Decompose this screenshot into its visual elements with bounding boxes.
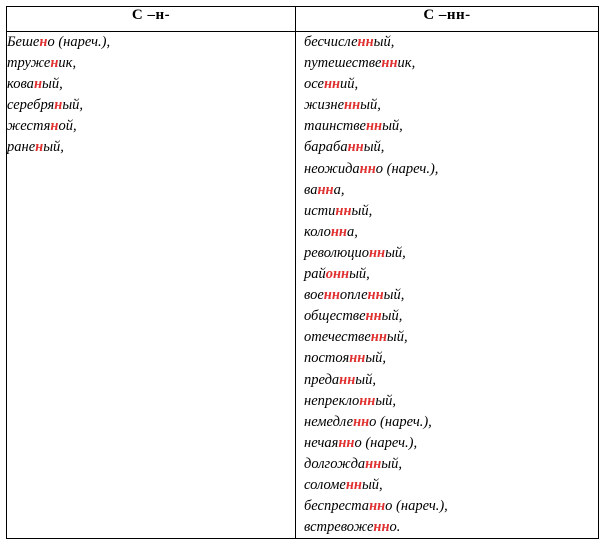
- word-text: отечестве: [304, 329, 371, 346]
- word-text: о (нареч.),: [47, 34, 111, 50]
- word-entry: [7, 74, 295, 95]
- word-entry: [296, 95, 598, 116]
- word-text: ый,: [381, 308, 403, 325]
- document-page: [0, 6, 606, 534]
- highlighted-suffix: н: [35, 139, 44, 156]
- word-text: ый,: [360, 97, 381, 114]
- highlighted-suffix: нн: [365, 308, 382, 325]
- word-text: жизне: [304, 97, 345, 114]
- highlighted-suffix: нн: [339, 371, 356, 388]
- word-text: нечая: [304, 434, 339, 451]
- word-text: ий,: [340, 76, 359, 93]
- word-text: о (нареч.),: [375, 160, 439, 177]
- word-text: ой,: [58, 118, 77, 135]
- word-text: преда: [304, 371, 340, 388]
- highlighted-suffix: нн: [368, 244, 386, 261]
- word-text: вое: [304, 287, 324, 304]
- highlighted-suffix: нн: [365, 455, 382, 472]
- word-text: бараба: [304, 139, 348, 156]
- word-text: опле: [339, 287, 368, 304]
- word-text: ва: [304, 181, 318, 198]
- word-entry: [296, 32, 598, 53]
- word-text: беспреста: [304, 498, 370, 515]
- word-text: встревоже: [304, 519, 374, 536]
- word-entry: [296, 285, 598, 306]
- word-entry: [7, 137, 295, 158]
- highlighted-suffix: н: [50, 55, 59, 72]
- word-text: неожида: [304, 160, 360, 177]
- word-entry: [296, 264, 598, 285]
- word-entry: [296, 370, 598, 391]
- word-entry: [296, 116, 598, 137]
- word-text: труже: [7, 55, 51, 72]
- word-entry: [296, 327, 598, 348]
- highlighted-suffix: нн: [330, 223, 347, 240]
- word-text: о (нареч.),: [369, 413, 432, 430]
- highlighted-suffix: онн: [325, 266, 350, 283]
- word-text: ый,: [383, 287, 405, 304]
- word-text: ик,: [58, 55, 77, 72]
- highlighted-suffix: нн: [323, 76, 341, 93]
- word-list-single-n: [7, 32, 295, 159]
- word-text: жестя: [7, 118, 51, 135]
- word-entry: [296, 496, 598, 517]
- table-head: [7, 7, 599, 32]
- highlighted-suffix: нн: [347, 139, 364, 156]
- highlighted-suffix: нн: [349, 350, 366, 367]
- word-text: ый,: [355, 371, 376, 388]
- table-header-row: [7, 7, 599, 32]
- word-entry: [7, 116, 295, 137]
- word-entry: [296, 222, 598, 243]
- word-entry: [296, 159, 598, 180]
- highlighted-suffix: нн: [317, 181, 334, 198]
- highlighted-suffix: нн: [353, 413, 370, 430]
- word-text: рай: [304, 266, 326, 283]
- word-text: долгожда: [304, 455, 366, 472]
- word-entry: [296, 433, 598, 454]
- highlighted-suffix: нн: [335, 202, 352, 219]
- word-text: ый,: [373, 34, 395, 50]
- highlighted-suffix: нн: [369, 498, 386, 515]
- cell-single-n-words: [7, 32, 296, 539]
- highlighted-suffix: нн: [381, 55, 398, 72]
- word-text: ый,: [382, 118, 403, 135]
- word-entry: [296, 201, 598, 222]
- word-text: ый,: [381, 455, 402, 472]
- word-entry: [296, 391, 598, 412]
- word-text: ый,: [363, 139, 385, 156]
- word-entry: [7, 53, 295, 74]
- word-text: путешестве: [304, 55, 382, 72]
- highlighted-suffix: нн: [357, 34, 374, 50]
- word-text: кова: [7, 76, 34, 93]
- word-entry: [296, 306, 598, 327]
- word-entry: [7, 32, 295, 53]
- word-text: ый,: [351, 202, 373, 219]
- word-entry: [296, 243, 598, 264]
- column-header-double-n: С –нн-: [296, 7, 599, 32]
- highlighted-suffix: н: [50, 118, 59, 135]
- highlighted-suffix: нн: [370, 329, 387, 346]
- highlighted-suffix: нн: [344, 97, 361, 114]
- table-body: [7, 32, 599, 539]
- word-entry: [7, 95, 295, 116]
- word-entry: [296, 74, 598, 95]
- word-entry: [296, 454, 598, 475]
- highlighted-suffix: нн: [323, 287, 340, 304]
- word-text: ый,: [365, 350, 387, 367]
- word-text: ик,: [397, 55, 416, 72]
- table-row: [7, 32, 599, 539]
- word-text: осе: [304, 76, 324, 93]
- word-text: ый,: [386, 329, 408, 346]
- word-text: ый,: [349, 266, 370, 283]
- word-text: революцио: [304, 244, 369, 261]
- word-text: о.: [389, 519, 401, 536]
- word-text: а,: [346, 223, 358, 240]
- highlighted-suffix: нн: [367, 287, 384, 304]
- word-text: ый,: [43, 139, 64, 156]
- word-text: бесчисле: [304, 34, 358, 50]
- highlighted-suffix: нн: [373, 519, 390, 536]
- word-text: ране: [7, 139, 36, 156]
- word-text: ый,: [42, 76, 63, 93]
- highlighted-suffix: н: [39, 34, 48, 50]
- highlighted-suffix: нн: [345, 476, 362, 493]
- word-text: соломе: [304, 476, 346, 493]
- word-text: ый,: [62, 97, 84, 114]
- highlighted-suffix: н: [33, 76, 42, 93]
- word-entry: [296, 475, 598, 496]
- word-entry: [296, 137, 598, 158]
- word-text: серебря: [7, 97, 55, 114]
- word-text: ый,: [385, 244, 406, 261]
- word-text: а,: [333, 181, 345, 198]
- word-text: постоя: [304, 350, 350, 367]
- highlighted-suffix: нн: [365, 118, 383, 135]
- highlighted-suffix: нн: [359, 160, 376, 177]
- word-text: ый,: [361, 476, 383, 493]
- highlighted-suffix: н: [54, 97, 63, 114]
- cell-double-n-words: [296, 32, 599, 539]
- word-text: таинстве: [304, 118, 366, 135]
- word-text: обществе: [304, 308, 366, 325]
- highlighted-suffix: нн: [338, 434, 355, 451]
- word-text: Беше: [7, 34, 40, 50]
- word-entry: [296, 412, 598, 433]
- word-text: о (нареч.),: [354, 434, 418, 451]
- word-entry: [296, 348, 598, 369]
- word-entry: [296, 53, 598, 74]
- word-text: ый,: [375, 392, 397, 409]
- column-header-single-n: С –н-: [7, 7, 296, 32]
- word-list-double-n: [296, 32, 598, 538]
- word-text: немедле: [304, 413, 354, 430]
- spelling-comparison-table: [6, 6, 599, 539]
- word-text: о (нареч.),: [385, 498, 448, 515]
- word-text: коло: [304, 223, 331, 240]
- word-entry: [296, 180, 598, 201]
- word-text: непреклo: [304, 392, 360, 409]
- word-text: исти: [304, 202, 336, 219]
- highlighted-suffix: нн: [359, 392, 376, 409]
